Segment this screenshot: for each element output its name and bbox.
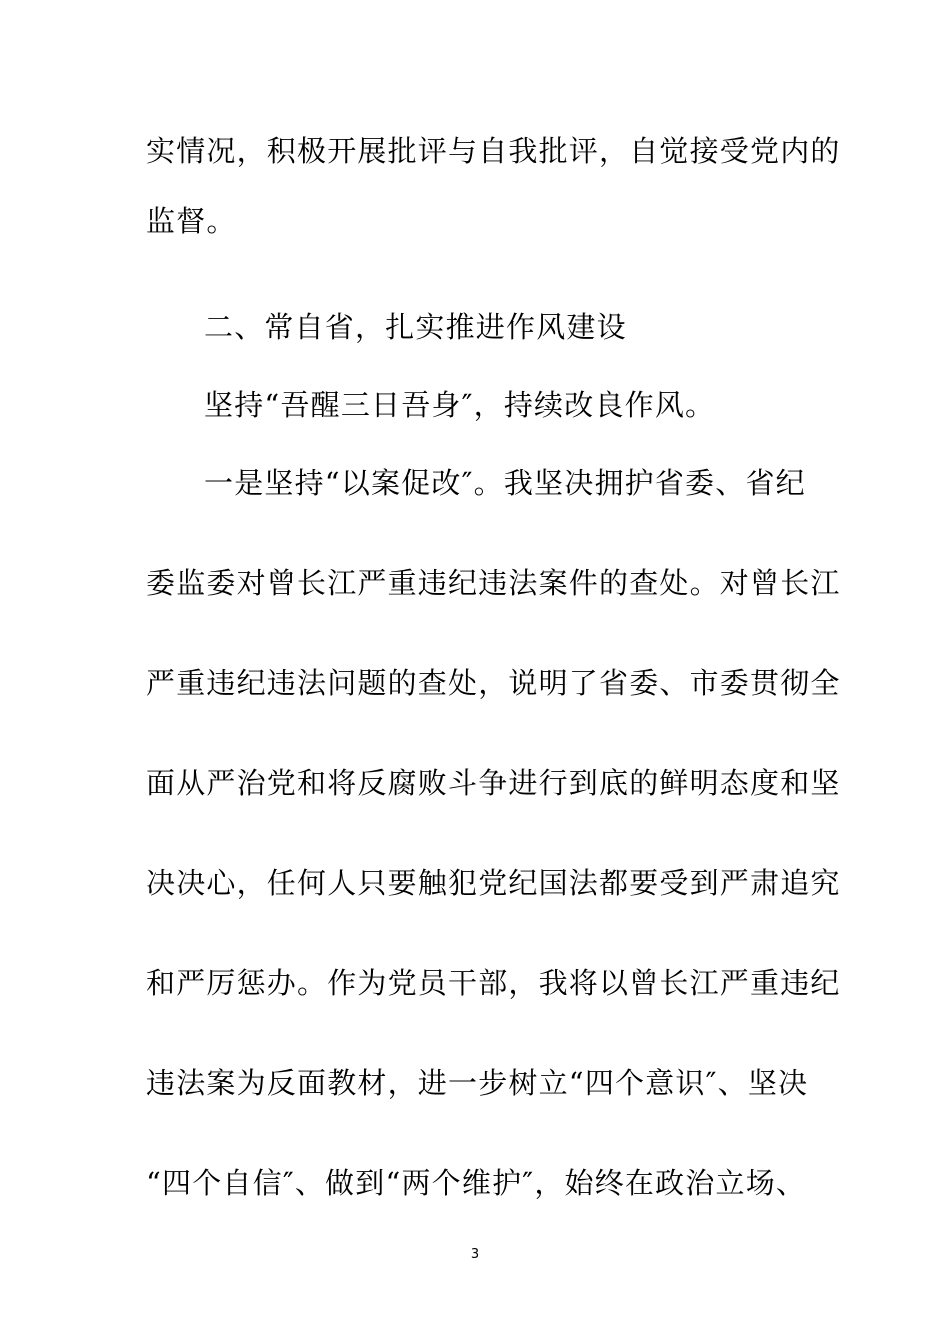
text-line-11: 违法案为反面教材，进一步树立“四个意识″、坚决: [146, 1066, 809, 1100]
text-line-5: 一是坚持“以案促改″。我坚决拥护省委、省纪: [204, 466, 806, 500]
text-line-7: 严重违纪违法问题的查处，说明了省委、市委贯彻全: [146, 666, 841, 700]
text-line-4: 坚持“吾醒三日吾身″，持续改良作风。: [204, 388, 716, 422]
text-line-10: 和严厉惩办。作为党员干部，我将以曾长江严重违纪: [146, 966, 841, 1000]
text-line-8: 面从严治党和将反腐败斗争进行到底的鲜明态度和坚: [146, 766, 841, 800]
text-line-2: 监督。: [146, 204, 237, 238]
section-heading: 二、常自省，扎实推进作风建设: [204, 310, 627, 344]
text-line-9: 决决心，任何人只要触犯党纪国法都要受到严肃追究: [146, 866, 841, 900]
page-number: 3: [470, 1247, 480, 1262]
text-line-6: 委监委对曾长江严重违纪违法案件的查处。对曾长江: [146, 566, 841, 600]
text-line-12: “四个自信″、做到“两个维护″，始终在政治立场、: [146, 1166, 807, 1200]
text-line-1: 实情况，积极开展批评与自我批评，自觉接受党内的: [146, 134, 841, 168]
